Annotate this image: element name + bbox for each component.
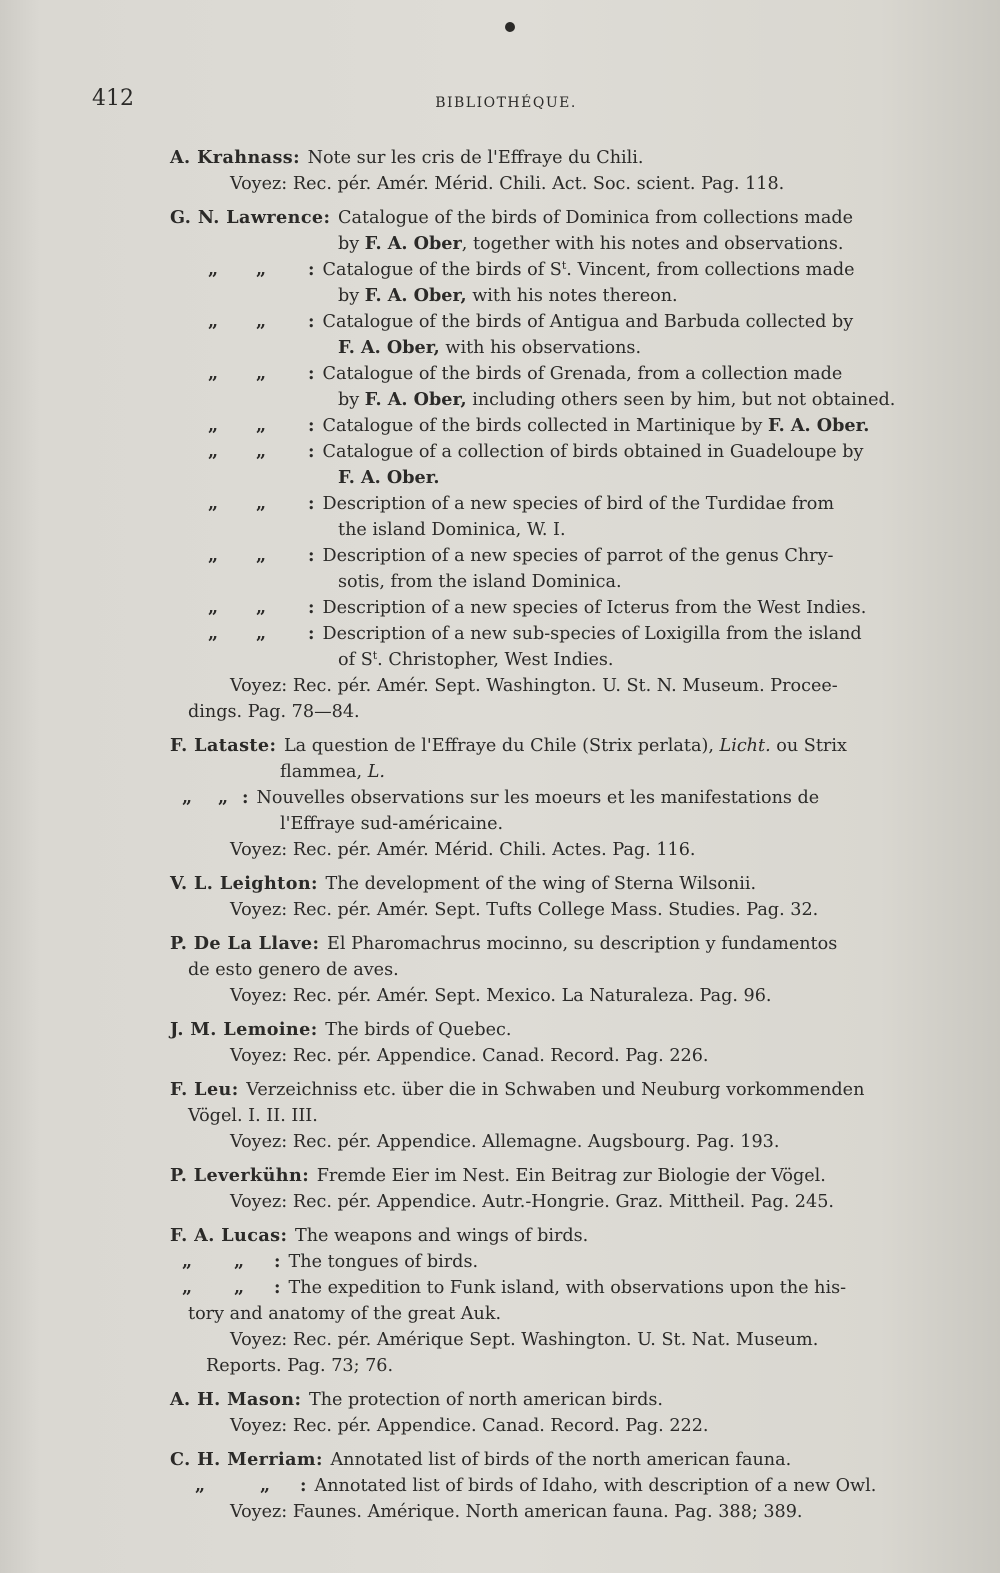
colon: : [311, 873, 318, 894]
colon: : [274, 1277, 281, 1298]
entry-title: Catalogue of a collection of birds obtained in Guadeloupe by [322, 442, 864, 462]
entry-line [170, 1223, 912, 1249]
ditto-mark: „ [259, 1475, 271, 1496]
ditto-mark: „ [207, 597, 219, 618]
entry-text: of S [338, 650, 373, 670]
entry-line [170, 1447, 912, 1473]
entry-line [170, 439, 912, 465]
entry-continuation [170, 283, 912, 309]
ditto-mark: „ [256, 415, 267, 436]
ditto-mark: „ [207, 311, 219, 332]
colon: : [308, 545, 315, 566]
colon: : [231, 1079, 239, 1100]
entry-line [170, 205, 912, 231]
ditto-mark: „ [256, 259, 267, 280]
entry-lataste [170, 733, 912, 863]
entry-line [170, 785, 912, 811]
entry-title: Annotated list of birds of Idaho, with description of a new Owl. [314, 1476, 877, 1496]
entry-line [170, 595, 912, 621]
entry-title: Description of a new sub-species of Loxigilla from the island [322, 624, 862, 644]
voyez-reference: Voyez: Rec. pér. Amér. Mérid. Chili. Act. Soc. scient. Pag. 118. [230, 174, 785, 194]
entry-continuation: tory and anatomy of the great Auk. [188, 1304, 502, 1324]
collector-name: F. A. Ober, [364, 285, 467, 306]
bibliography-list [170, 145, 912, 1533]
ditto-mark: „ [233, 1277, 245, 1298]
entry-title: The birds of Quebec. [325, 1020, 512, 1040]
entry-title: The tongues of birds. [288, 1252, 479, 1272]
ditto-mark: „ [181, 1277, 193, 1298]
entry-line [170, 413, 912, 439]
voyez-reference: Voyez: Faunes. Amérique. North american fauna. Pag. 388; 389. [230, 1502, 803, 1522]
entry-title: Description of a new species of Icterus from the West Indies. [322, 598, 867, 618]
ditto-mark: „ [207, 259, 219, 280]
entry-line [170, 931, 912, 957]
entry-line [170, 309, 912, 335]
entry-text: . Vincent, from collections made [566, 260, 855, 280]
author-name: A. Krahnass [170, 147, 294, 168]
entry-leighton [170, 871, 912, 923]
entry-title: Nouvelles observations sur les moeurs et les manifestations de [256, 788, 820, 808]
ditto-mark: „ [181, 1251, 193, 1272]
colon: : [280, 1225, 287, 1246]
entry-lawrence [170, 205, 912, 725]
ditto-mark: „ [207, 363, 219, 384]
author-name: C. H. Merriam [170, 1449, 316, 1470]
colon: : [274, 1251, 281, 1272]
entry-title: Description of a new species of bird of the Turdidae from [322, 494, 835, 514]
entry-line [170, 1387, 912, 1413]
ditto-mark: „ [256, 311, 267, 332]
colon: : [308, 415, 315, 436]
collector-name: F. A. Ober, [364, 389, 467, 410]
entry-line [170, 491, 912, 517]
ditto-mark: „ [256, 441, 267, 462]
entry-title: The development of the wing of Sterna Wilsonii. [325, 874, 757, 894]
entry-line [170, 257, 912, 283]
voyez-reference: Voyez: Rec. pér. Appendice. Canad. Record. Pag. 226. [230, 1046, 709, 1066]
ditto-mark: „ [233, 1251, 245, 1272]
entry-continuation: the island Dominica, W. I. [338, 520, 566, 540]
entry-lemoine [170, 1017, 912, 1069]
entry-title: La question de l'Effraye du Chile (Strix perlata), [284, 736, 714, 756]
entry-title: Fremde Eier im Nest. Ein Beitrag zur Biologie der Vögel. [316, 1166, 826, 1186]
colon: : [308, 441, 315, 462]
entry-text: by [338, 286, 360, 306]
entry-title: El Pharomachrus mocinno, su description y fundamentos [327, 934, 838, 954]
colon: : [310, 1019, 318, 1040]
colon: : [308, 259, 315, 280]
colon: : [302, 1165, 309, 1186]
entry-line [170, 1017, 912, 1043]
entry-line [170, 733, 912, 759]
entry-title: The expedition to Funk island, with observations upon the his- [288, 1278, 847, 1298]
entry-text: by [338, 234, 360, 254]
entry-text: ou Strix [770, 736, 847, 756]
entry-title: Catalogue of the birds collected in Martinique by [322, 416, 763, 436]
entry-title: The protection of north american birds. [308, 1390, 663, 1410]
ditto-mark: „ [256, 545, 267, 566]
voyez-reference: Voyez: Rec. pér. Amér. Sept. Washington. U. St. N. Museum. Procee- [230, 676, 838, 696]
entry-text: including others seen by him, but not obtained. [466, 390, 896, 410]
voyez-reference: Voyez: Rec. pér. Amér. Sept. Mexico. La Naturaleza. Pag. 96. [230, 986, 772, 1006]
entry-title: Description of a new species of parrot of the genus Chry- [322, 546, 834, 566]
ditto-mark: „ [217, 787, 229, 808]
colon: : [315, 1449, 323, 1470]
ditto-mark: „ [181, 787, 193, 808]
entry-line [170, 871, 912, 897]
entry-text: with his notes thereon. [466, 286, 678, 306]
entry-continuation [170, 465, 912, 491]
colon: : [312, 933, 320, 954]
entry-text: . Christopher, West Indies. [377, 650, 614, 670]
entry-line [170, 1077, 912, 1103]
colon: : [308, 311, 315, 332]
entry-line [170, 1275, 912, 1301]
entry-line [170, 1249, 912, 1275]
voyez-reference: Voyez: Rec. pér. Amér. Mérid. Chili. Actes. Pag. 116. [230, 840, 696, 860]
voyez-reference: Voyez: Rec. pér. Appendice. Autr.-Hongrie. Graz. Mittheil. Pag. 245. [230, 1192, 834, 1212]
ditto-mark: „ [207, 623, 219, 644]
entry-text: flammea, [280, 762, 363, 782]
entry-line [170, 361, 912, 387]
entry-line [170, 1473, 912, 1499]
entry-merriam [170, 1447, 912, 1525]
authority-name: L. [367, 762, 385, 782]
author-name: A. H. Mason [170, 1389, 295, 1410]
entry-title: The weapons and wings of birds. [294, 1226, 589, 1246]
entry-line [170, 145, 912, 171]
entry-title: Catalogue of the birds of Antigua and Barbuda collected by [322, 312, 854, 332]
voyez-continuation: dings. Pag. 78—84. [188, 702, 360, 722]
ditto-mark: „ [207, 415, 219, 436]
entry-lucas [170, 1223, 912, 1379]
voyez-reference: Voyez: Rec. pér. Appendice. Allemagne. Augsbourg. Pag. 193. [230, 1132, 780, 1152]
running-head: BIBLIOTHÉQUE. [435, 95, 577, 111]
author-name: F. Leu [170, 1079, 232, 1100]
entry-title: Verzeichniss etc. über die in Schwaben und Neuburg vorkommenden [246, 1080, 865, 1100]
entry-title: Note sur les cris de l'Effraye du Chili. [307, 148, 644, 168]
voyez-continuation: Reports. Pag. 73; 76. [206, 1356, 394, 1376]
entry-continuation [170, 231, 912, 257]
entry-line [170, 543, 912, 569]
entry-continuation: sotis, from the island Dominica. [338, 572, 622, 592]
entry-title: Catalogue of the birds of Dominica from collections made [338, 208, 854, 228]
ditto-mark: „ [256, 623, 267, 644]
author-name: G. N. Lawrence [170, 207, 324, 228]
colon: : [323, 207, 331, 228]
entry-text: by [338, 390, 360, 410]
entry-continuation: Vögel. I. II. III. [188, 1106, 318, 1126]
entry-title: Annotated list of birds of the north american fauna. [330, 1450, 792, 1470]
authority-name: Licht. [719, 736, 771, 756]
colon: : [308, 623, 315, 644]
entry-title: Catalogue of the birds of Grenada, from a collection made [322, 364, 843, 384]
ditto-mark: „ [256, 493, 267, 514]
author-name: V. L. Leighton [170, 873, 312, 894]
ditto-mark: „ [194, 1475, 206, 1496]
voyez-reference: Voyez: Rec. pér. Amérique Sept. Washington. U. St. Nat. Museum. [230, 1330, 819, 1350]
collector-name: F. A. Ober [364, 233, 462, 254]
entry-leu [170, 1077, 912, 1155]
entry-continuation [170, 335, 912, 361]
entry-continuation [170, 387, 912, 413]
author-name: P. Leverkühn [170, 1165, 303, 1186]
author-name: J. M. Lemoine [170, 1019, 311, 1040]
entry-continuation: de esto genero de aves. [188, 960, 399, 980]
colon: : [308, 597, 315, 618]
entry-leverkuhn [170, 1163, 912, 1215]
entry-continuation [170, 647, 912, 673]
ditto-mark: „ [256, 363, 267, 384]
ink-dot [505, 22, 515, 32]
entry-continuation: l'Effraye sud-américaine. [280, 814, 504, 834]
colon: : [300, 1475, 307, 1496]
entry-text: with his observations. [439, 338, 642, 358]
collector-name: F. A. Ober. [338, 467, 440, 488]
colon: : [269, 735, 276, 756]
voyez-reference: Voyez: Rec. pér. Appendice. Canad. Record. Pag. 222. [230, 1416, 709, 1436]
colon: : [293, 147, 300, 168]
voyez-reference: Voyez: Rec. pér. Amér. Sept. Tufts College Mass. Studies. Pag. 32. [230, 900, 819, 920]
superscript: t [372, 649, 378, 662]
author-name: F. A. Lucas [170, 1225, 281, 1246]
ditto-mark: „ [207, 493, 219, 514]
entry-krahnass [170, 145, 912, 197]
collector-name: F. A. Ober. [767, 415, 870, 436]
entry-continuation [170, 759, 912, 785]
entry-mason [170, 1387, 912, 1439]
entry-de-la-llave [170, 931, 912, 1009]
superscript: t [561, 259, 567, 272]
colon: : [308, 493, 315, 514]
page-number: 412 [92, 86, 134, 111]
author-name: P. De La Llave [170, 933, 313, 954]
colon: : [242, 787, 249, 808]
ditto-mark: „ [207, 545, 219, 566]
author-name: F. Lataste [170, 735, 270, 756]
ditto-mark: „ [256, 597, 267, 618]
entry-text: , together with his notes and observations. [461, 234, 844, 254]
collector-name: F. A. Ober, [338, 337, 440, 358]
entry-line [170, 621, 912, 647]
colon: : [294, 1389, 301, 1410]
entry-line [170, 1163, 912, 1189]
ditto-mark: „ [207, 441, 219, 462]
colon: : [308, 363, 315, 384]
entry-title: Catalogue of the birds of S [322, 260, 562, 280]
